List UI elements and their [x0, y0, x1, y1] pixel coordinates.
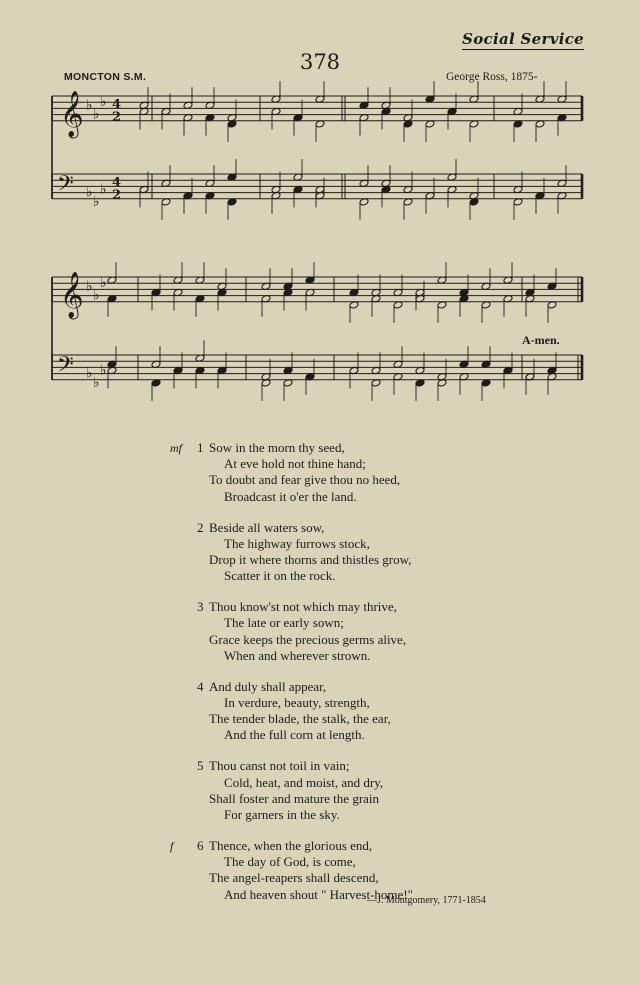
verse-3 — [170, 599, 560, 664]
music-score — [0, 0, 640, 420]
verse-line: To doubt and fear give thou no heed, — [209, 472, 401, 488]
flat-icon: ♭ — [100, 362, 107, 379]
verse-line: The highway furrows stock, — [224, 535, 370, 551]
section-title: Social Service — [462, 30, 584, 48]
verse-number: 3 — [197, 599, 204, 615]
verse-6 — [170, 838, 560, 903]
hymn-number: 378 — [299, 50, 341, 74]
flat-icon: ♭ — [100, 181, 107, 198]
verse-line: The day of God, is come, — [224, 854, 356, 870]
verse-1 — [170, 440, 560, 505]
verse-line: Shall foster and mature the grain — [209, 790, 380, 806]
verse-line: In verdure, beauty, strength, — [224, 695, 370, 711]
amen-label: A-men. — [522, 333, 560, 347]
flat-icon: ♭ — [93, 287, 100, 304]
flat-icon: ♭ — [86, 365, 93, 382]
verse-5 — [170, 758, 560, 823]
verse-number: 1 — [197, 440, 204, 455]
treble-clef-icon: 𝄞 — [60, 271, 84, 318]
verse-2 — [170, 520, 560, 585]
verse-line: 4 And duly shall appear, — [197, 678, 327, 694]
flat-icon: ♭ — [93, 374, 100, 391]
time-signature: 4 — [112, 97, 122, 113]
flat-icon: ♭ — [93, 106, 100, 123]
verse-4 — [170, 679, 560, 744]
bass-clef-icon: 𝄢 — [57, 171, 74, 202]
tune-name: MONCTON S.M. — [64, 71, 147, 83]
verse-line: f And heaven shout " Harvest-home!" — [170, 839, 413, 902]
staff — [52, 355, 582, 380]
verse-line: At eve hold not thine hand; — [224, 456, 366, 472]
dynamic-marking: mf — [170, 441, 182, 455]
staff — [52, 174, 582, 199]
flat-icon: ♭ — [86, 278, 93, 295]
verse-line: For garners in the sky. — [224, 807, 340, 823]
verse-line: Cold, heat, and moist, and dry, — [224, 774, 384, 790]
verse-number: 6 — [197, 838, 204, 854]
verse-line: 2 Beside all waters sow, — [197, 519, 325, 535]
verse-line: Scatter it on the rock. — [224, 568, 336, 584]
time-signature: 2 — [112, 187, 122, 203]
flat-icon: ♭ — [93, 193, 100, 210]
staff — [52, 96, 582, 121]
flat-icon: ♭ — [86, 97, 93, 114]
dynamic-marking: f — [170, 839, 174, 854]
verse-line: And the full corn at length. — [224, 727, 365, 743]
verse-line: 3 Thou know'st not which may thrive, — [197, 599, 397, 615]
hymn-verses — [170, 440, 560, 918]
time-signature: 4 — [112, 175, 122, 191]
flat-icon: ♭ — [100, 275, 107, 292]
staff — [52, 277, 582, 302]
verse-number: 4 — [197, 678, 204, 694]
composer-credit: George Ross, 1875- — [446, 71, 538, 83]
verse-line: The tender blade, the stalk, the ear, — [209, 711, 391, 727]
verse-line: The late or early sown; — [224, 615, 344, 631]
verse-line: Broadcast it o'er the land. — [224, 488, 357, 504]
author-credit: —J. Montgomery, 1771-1854 — [367, 895, 486, 906]
flat-icon: ♭ — [86, 184, 93, 201]
verse-line: Drop it where thorns and thistles grow, — [209, 552, 412, 568]
verse-line: 5 Thou canst not toil in vain; — [197, 758, 350, 774]
time-signature: 2 — [112, 109, 122, 125]
verse-line: The angel-reapers shall descend, — [209, 870, 379, 886]
verse-line: 1 Sow in the morn thy seed, — [197, 440, 345, 455]
verse-line: Grace keeps the precious germs alive, — [209, 631, 407, 647]
verse-number: 2 — [197, 519, 204, 535]
flat-icon: ♭ — [100, 94, 107, 111]
bass-clef-icon: 𝄢 — [57, 352, 74, 383]
verse-line: 6 Thence, when the glorious end, — [197, 838, 373, 854]
verse-line: When and wherever strown. — [224, 647, 371, 663]
treble-clef-icon: 𝄞 — [60, 90, 84, 137]
verse-number: 5 — [197, 758, 204, 774]
